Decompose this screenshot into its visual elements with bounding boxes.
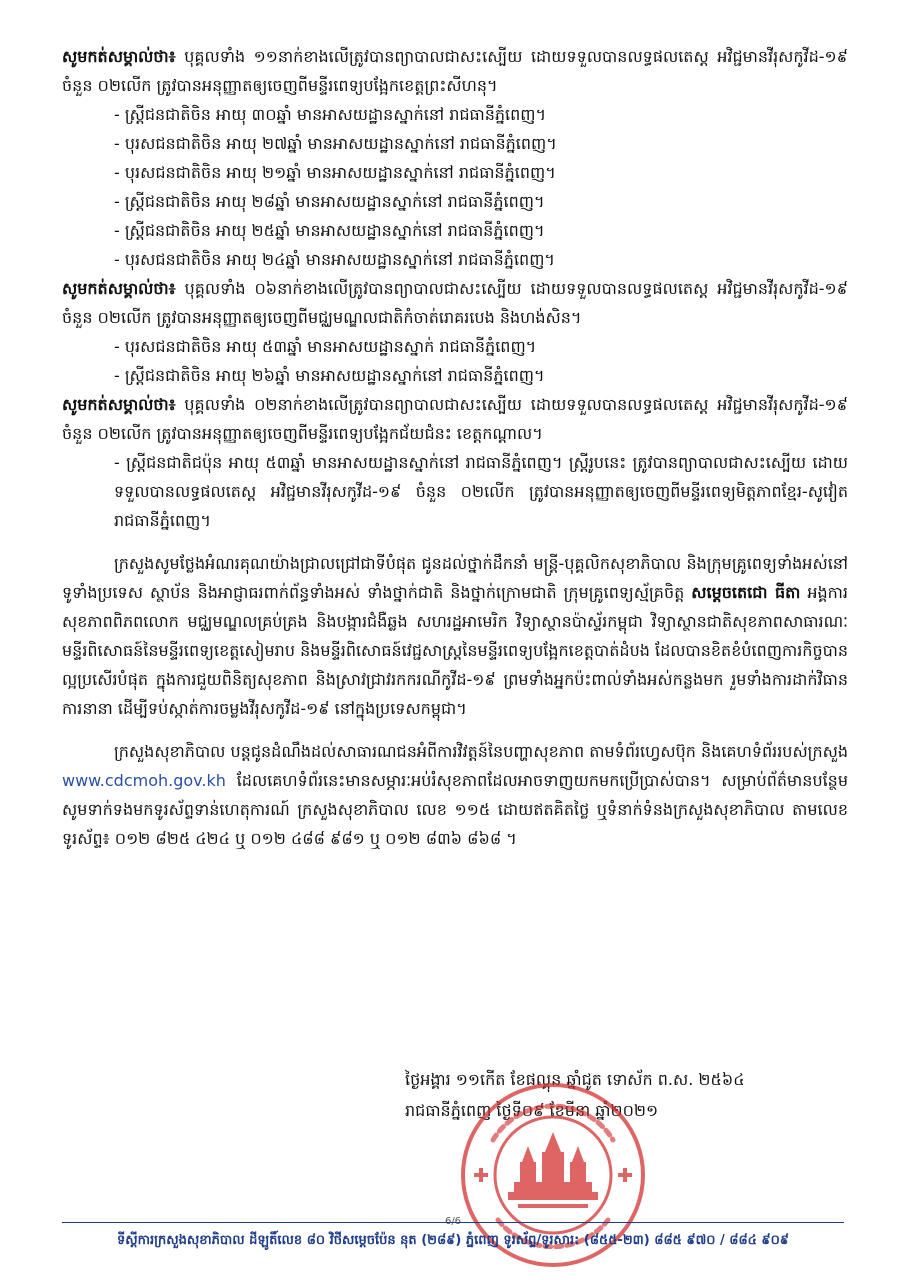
note-label: សូមកត់សម្គាល់ថា៖ [62,279,176,298]
case-item: - ស្ត្រីជនជាតិចិន អាយុ ២៥ឆ្នាំ មានអាសយដ្ឋានស្នាក់នៅ រាជធានីភ្នំពេញ។ [114,221,545,240]
case-item: - បុរសជនជាតិចិន អាយុ ២១ឆ្នាំ មានអាសយដ្ឋានស្នាក់នៅ រាជធានីភ្នំពេញ។ [114,163,556,182]
case-item: - បុរសជនជាតិចិន អាយុ ២៧ឆ្នាំ មានអាសយដ្ឋានស្នាក់នៅ រាជធានីភ្នំពេញ។ [114,134,557,153]
case-item: - ស្ត្រីជនជាតិចិន អាយុ ២៨ឆ្នាំ មានអាសយដ្ឋានស្នាក់នៅ រាជធានីភ្នំពេញ។ [114,192,545,211]
document-body [62,42,848,853]
spacer [62,723,848,737]
thanks-bold-name: សម្តេចតេជោ ធីតា [691,583,801,602]
note-block-2 [62,274,848,390]
note-paragraph [62,42,848,100]
footer-address: ទីស្តីការក្រសួងសុខាភិបាល ដីឡូតិ៍លេខ ៨០ វិថីសម្តេចប៉ែន នុត (២៨៩) ភ្នំពេញ ទូរស័ព្ទ/ទូរសារ: (៨៥៥-២៣) ៨៨៥ ៩៧០ / ៨៨៤ ៩០៩ [116,1233,789,1248]
note-text: បុគ្គលទាំង ០៦នាក់ខាងលើត្រូវបានព្យាបាលជាសះស្បើយ ដោយទទួលបានលទ្ធផលតេស្ត អវិជ្ជមានវីរុសកូវីដ-១៩ ចំនួន ០២លើក ត្រូវបានអនុញ្ញាតឲ្យចេញពីមជ្ឈមណ្ឌលជាតិកំចាត់រោគរបេង និងហង់សិន។ [62,279,848,327]
case-item: - ស្ត្រីជនជាតិចិន អាយុ ២៦ឆ្នាំ មានអាសយដ្ឋានស្នាក់នៅ រាជធានីភ្នំពេញ។ [114,366,545,385]
case-item: - បុរសជនជាតិចិន អាយុ ២៤ឆ្នាំ មានអាសយដ្ឋានស្នាក់នៅ រាជធានីភ្នំពេញ។ [114,250,555,269]
case-item: - ស្ត្រីជនជាតិចិន អាយុ ៣០ឆ្នាំ មានអាសយដ្ឋានស្នាក់នៅ រាជធានីភ្នំពេញ។ [114,105,547,124]
case-item: - បុរសជនជាតិចិន អាយុ ៥៣ឆ្នាំ មានអាសយដ្ឋានស្នាក់ រាជធានីភ្នំពេញ។ [114,337,537,356]
thanks-text-after: អង្គការសុខភាពពិភពលោក មជ្ឈមណ្ឌលគ្រប់គ្រង និងបង្ការជំងឺឆ្លង សហរដ្ឋអាមេរិក វិទ្យាស្ថានប៉ាស្ទ័រកម្ពុជា វិទ្យាស្ថានជាតិសុខភាពសាធារណៈ មន្ទីរពិសោធន៍នៃមន្ទីរពេទ្យខេត្តសៀមរាប និងមន្ទីរពិសោធន៍វេជ្ជសាស្ត្រនៃមន្ទីរពេទ្យបង្អែកខេត្តបាត់ដំបង ដែលបានខិតខំបំពេញការកិច្ចបានល្អប្រសើរបំផុត ក្នុងការជួយពិនិត្យសុខភាព និងស្រាវជ្រាវរកករណីកូវីដ-១៩ ព្រមទាំងអ្នកប៉ះពាល់ទាំងអស់កន្លងមក រួមទាំងការដាក់វិធានការនានា ដើម្បីទប់ស្កាត់ការចម្លងវីរុសកូវីដ-១៩ នៅក្នុងប្រទេសកម្ពុជា។ [62,583,848,718]
note-paragraph [62,390,848,448]
website-link[interactable]: www.cdcmoh.gov.kh [62,771,226,790]
info-paragraph [62,737,848,853]
case-item: - ស្ត្រីជនជាតិជប៉ុន អាយុ ៥៣ឆ្នាំ មានអាសយដ្ឋានស្នាក់នៅ រាជធានីភ្នំពេញ។ ស្ត្រីរូបនេះ ត្រូវបានព្យាបាលជាសះស្បើយ ដោយទទួលបានលទ្ធផលតេស្ត អវិជ្ជមានវីរុសកូវីដ-១៩ ចំនួន ០២លើក ត្រូវបានអនុញ្ញាតឲ្យចេញពីមន្ទីរពេទ្យមិត្តភាពខ្មែរ-សូវៀត រាជធានីភ្នំពេញ។ [114,453,848,530]
note-label: សូមកត់សម្គាល់ថា៖ [62,47,176,66]
info-text-after: ដែលគេហទំព័រនេះមានសម្ភារៈអប់រំសុខភាពដែលអាចទាញយកមកប្រើប្រាស់បាន។ សម្រាប់ព័ត៌មានបន្ថែម សូមទាក់ទងមកទូរស័ព្ទទាន់ហេតុការណ៍ ក្រសួងសុខាភិបាល លេខ ១១៥ ដោយឥតគិតថ្លៃ ឬទំនាក់ទំនងក្រសួងសុខាភិបាល តាមលេខទូរស័ព្ទ៖ ០១២ ៨២៥ ៤២៤ ឬ ០១២ ៤៨៨ ៩៨១ ឬ ០១២ ៨៣៦ ៨៦៨ ។ [62,771,848,848]
info-text-before: ក្រសួងសុខាភិបាល បន្តជូនដំណឹងដល់សាធារណជនអំពីការវិវត្តន៍នៃបញ្ហាសុខភាព តាមទំព័រហ្វេសប៊ុក និងគេហទំព័ររបស់ក្រសួង [114,742,848,761]
angkor-temple-emblem [508,1132,598,1208]
note-label: សូមកត់សម្គាល់ថា៖ [62,395,176,414]
lunar-date: ថ្ងៃអង្គារ ១១កេីត ខែផល្គុន ឆ្នាំជូត ទោស័ក ព.ស. ២៥៦៤ [405,1070,745,1089]
thanks-paragraph [62,549,848,723]
note-text: បុគ្គលទាំង ១១នាក់ខាងលើត្រូវបានព្យាបាលជាសះស្បើយ ដោយទទួលបានលទ្ធផលតេស្ត អវិជ្ជមានវីរុសកូវីដ-១៩ ចំនួន ០២លើក ត្រូវបានអនុញ្ញាតឲ្យចេញពីមន្ទីរពេទ្យបង្អែកខេត្តព្រះសីហនុ។ [62,47,848,95]
spacer [62,535,848,549]
note-paragraph [62,274,848,332]
note-block-3 [62,390,848,535]
solar-date: រាជធានីភ្នំពេញ ថ្ងៃទី០៩ ខែមីនា ឆ្នាំ២០២១ [405,1101,659,1120]
thanks-text-before: ក្រសួងសូមថ្លែងអំណរគុណយ៉ាងជ្រាលជ្រៅជាទីបំផុត ជូនដល់ថ្នាក់ដឹកនាំ មន្ត្រី-បុគ្គលិកសុខាភិបាល និងក្រុមគ្រូពេទ្យទាំងអស់នៅទូទាំងប្រទេស ស្ថាប័ន និងអាជ្ញាធរពាក់ព័ន្ធទាំងអស់ ទាំងថ្នាក់ជាតិ និងថ្នាក់ក្រោមជាតិ ក្រុមគ្រូពេទ្យស្ម័គ្រចិត្ត [62,554,848,602]
footer-divider [62,1222,844,1223]
note-text: បុគ្គលទាំង ០២នាក់ខាងលើត្រូវបានព្យាបាលជាសះស្បើយ ដោយទទួលបានលទ្ធផលតេស្ត អវិជ្ជមានវីរុសកូវីដ-១៩ ចំនួន ០២លើក ត្រូវបានអនុញ្ញាតឲ្យចេញពីមន្ទីរពេទ្យបង្អែកជ័យជំនះ ខេត្តកណ្ដាល។ [62,395,848,443]
note-block-1 [62,42,848,274]
